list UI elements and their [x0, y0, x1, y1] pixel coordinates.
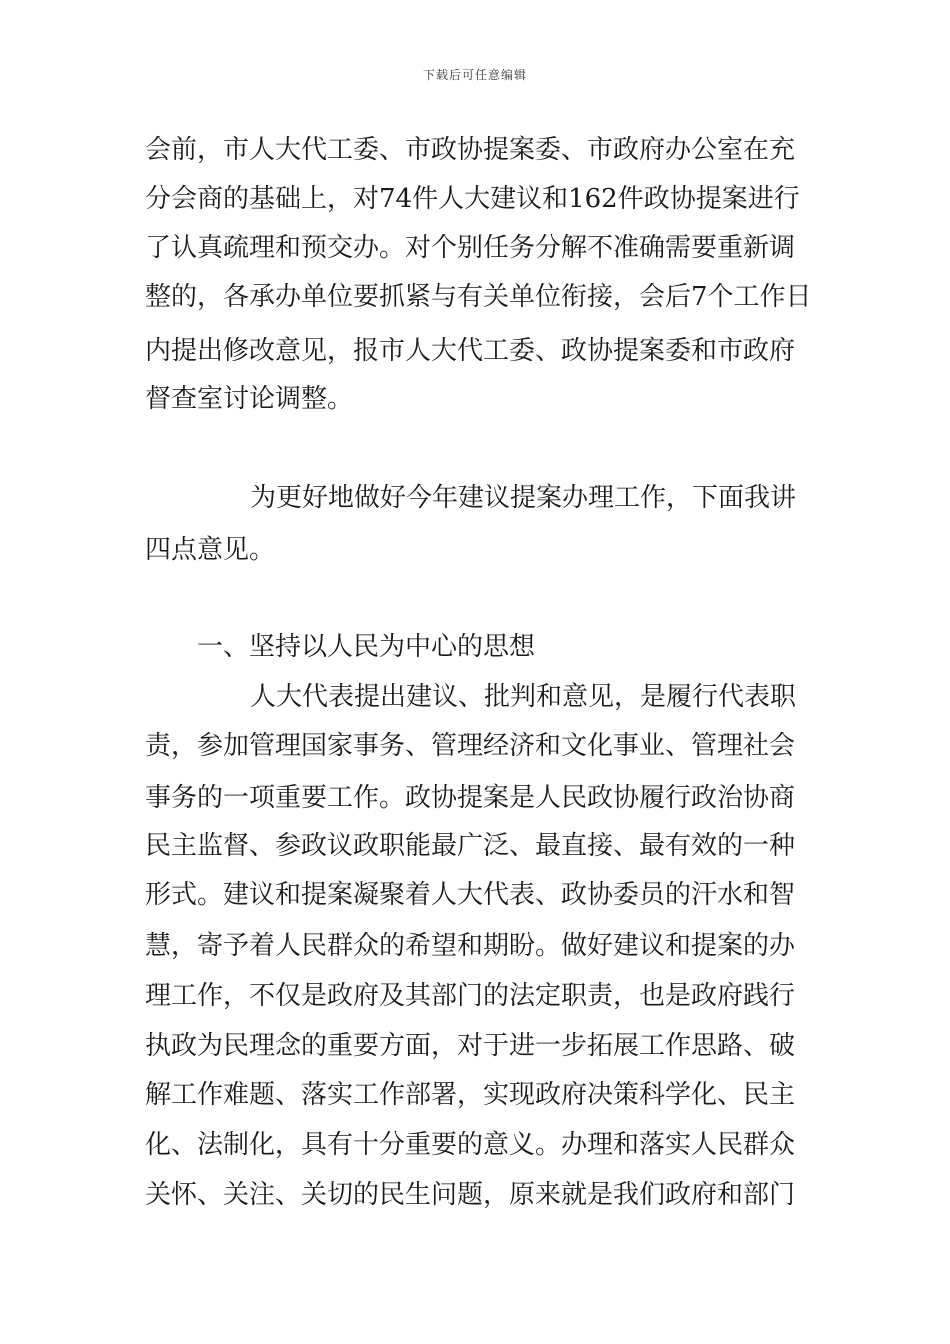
- paragraph-line: 责，参加管理国家事务、管理经济和文化事业、管理社会: [145, 731, 796, 761]
- paragraph-line: 关怀、关注、关切的民生问题，原来就是我们政府和部门: [145, 1180, 796, 1210]
- paragraph-line: 内提出修改意见，报市人大代工委、政协提案委和市政府: [145, 336, 796, 366]
- paragraph-line: 为更好地做好今年建议提案办理工作，下面我讲: [250, 483, 797, 513]
- paragraph-line: 化、法制化，具有十分重要的意义。办理和落实人民群众: [145, 1130, 796, 1160]
- paragraph-line: 理工作，不仅是政府及其部门的法定职责，也是政府践行: [145, 981, 796, 1011]
- paragraph-line: 事务的一项重要工作。政协提案是人民政协履行政治协商: [145, 783, 796, 813]
- paragraph-line: 四点意见。: [145, 535, 276, 565]
- paragraph-line: 督查室讨论调整。: [145, 384, 354, 414]
- paragraph-line: 执政为民理念的重要方面，对于进一步拓展工作思路、破: [145, 1031, 796, 1061]
- paragraph-line: 分会商的基础上，对74件人大建议和162件政协提案进行: [145, 184, 800, 214]
- paragraph-line: 会前，市人大代工委、市政协提案委、市政府办公室在充: [145, 135, 796, 165]
- paragraph-line: 形式。建议和提案凝聚着人大代表、政协委员的汗水和智: [145, 880, 796, 910]
- header-note: 下载后可任意编辑: [422, 68, 527, 82]
- paragraph-line: 人大代表提出建议、批判和意见，是履行代表职: [250, 682, 797, 712]
- paragraph-line: 解工作难题、落实工作部署，实现政府决策科学化、民主: [145, 1080, 796, 1110]
- paragraph-line: 慧，寄予着人民群众的希望和期盼。做好建议和提案的办: [145, 931, 796, 961]
- paragraph-line: 整的，各承办单位要抓紧与有关单位衔接，会后7个工作日: [145, 282, 812, 312]
- paragraph-line: 了认真疏理和预交办。对个别任务分解不准确需要重新调: [145, 233, 796, 263]
- paragraph-line: 民主监督、参政议政职能最广泛、最直接、最有效的一种: [145, 831, 796, 861]
- section-heading: 一、坚持以人民为中心的思想: [197, 632, 536, 662]
